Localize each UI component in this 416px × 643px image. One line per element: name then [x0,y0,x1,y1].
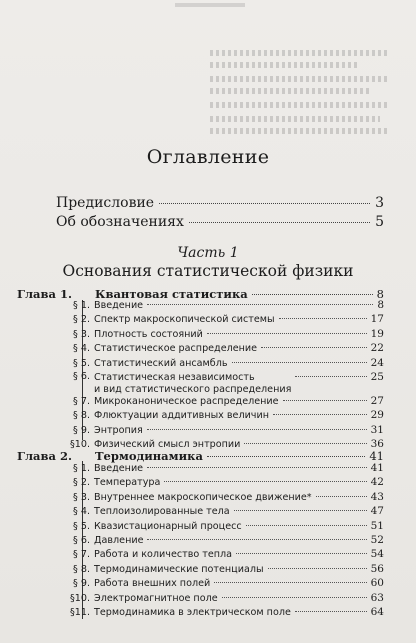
section-title: Статистическое распределение [94,343,258,355]
section-page: 17 [370,313,384,326]
section-page: 27 [370,394,384,407]
section-page: 29 [370,409,384,422]
leader-dots [244,443,366,444]
leader-dots [279,318,367,319]
section-item[interactable] [60,462,384,476]
section-number: § 7. [73,395,90,407]
section-item[interactable] [60,424,384,438]
section-page: 47 [370,505,384,518]
section-item[interactable] [60,520,384,534]
leader-dots [295,611,367,612]
chapter-page: 41 [369,449,384,463]
leader-dots [234,510,367,511]
section-title: Термодинамические потенциалы [94,563,264,575]
leader-dots [232,362,367,363]
page-title: Оглавление [146,146,270,168]
section-number: § 7. [73,549,90,561]
section-item[interactable] [60,371,384,395]
section-title: Внутреннее макроскопическое движение* [94,491,312,503]
section-item[interactable] [60,548,384,562]
section-title: Введение [94,300,144,311]
section-title: Работа внешних полей [94,578,211,590]
chapter-2-sections [60,462,384,620]
section-page: 36 [370,438,384,451]
section-title [94,372,291,396]
section-page: 22 [370,342,384,355]
leader-dots [252,294,373,295]
toc-entry-preface[interactable] [56,195,384,211]
section-number: § 5. [73,357,90,369]
section-page: 42 [370,476,384,489]
section-page: 19 [370,327,384,340]
section-page: 64 [370,605,384,618]
section-title: Флюктуации аддитивных величин [94,410,269,422]
toc-entry-page: 5 [375,214,384,230]
section-page: 41 [370,462,384,474]
section-page: 31 [370,423,384,436]
section-number: § 9. [73,424,90,436]
section-title: Температура [94,477,161,489]
section-number: § 5. [73,520,90,532]
leader-dots [236,553,367,554]
section-item[interactable] [60,342,384,356]
section-page: 24 [370,356,384,369]
section-number: § 1. [73,300,90,311]
section-item[interactable] [60,592,384,606]
section-page: 43 [370,490,384,503]
leader-dots [207,456,365,457]
section-page: 51 [370,519,384,532]
leader-dots [147,467,367,468]
section-item[interactable] [60,491,384,505]
leader-dots [273,414,367,415]
leader-dots [147,539,366,540]
section-number: § 6. [73,534,90,546]
section-title: Спектр макроскопической системы [94,314,275,326]
section-item[interactable] [60,577,384,591]
section-number: § 8. [73,410,90,422]
section-title-line-2: и вид статистического распределения [94,383,292,395]
leader-dots [268,568,367,569]
leader-dots [246,525,367,526]
toc-entry-label: Предисловие [56,195,155,211]
section-page: 54 [370,548,384,561]
chapter-number: Глава 1. [17,287,72,301]
section-title: Плотность состояний [94,328,203,340]
section-item[interactable] [60,299,384,313]
chapter-title: Термодинамика [95,449,203,463]
part-title: Основания статистической физики [62,262,354,280]
leader-dots [283,400,367,401]
section-title-line-1: Статистическая независимость [94,371,255,383]
section-number: §10. [69,439,90,451]
section-title: Квазистационарный процесс [94,520,242,532]
section-number: § 1. [73,463,90,474]
section-item[interactable] [60,534,384,548]
bleed-through-text [0,0,416,135]
section-item[interactable] [60,328,384,342]
leader-dots [214,582,366,583]
section-number: § 2. [73,477,90,489]
leader-dots [295,376,366,377]
section-title: Работа и количество тепла [94,549,233,561]
leader-dots [316,496,367,497]
section-number: § 3. [73,328,90,340]
section-item[interactable] [60,606,384,620]
section-page: 56 [370,562,384,575]
chapter-number: Глава 2. [17,449,72,463]
section-number: § 3. [73,491,90,503]
section-title: Давление [94,534,144,546]
section-number: § 6. [73,370,90,382]
section-page: 60 [370,577,384,590]
leader-dots [261,347,367,348]
section-title: Электромагнитное поле [94,592,218,604]
leader-dots [207,333,367,334]
section-item[interactable] [60,313,384,327]
toc-entry-page: 3 [375,195,384,211]
part-label: Часть 1 [177,245,239,261]
section-page: 25 [370,370,384,383]
chapter-1-sections [60,299,384,453]
leader-dots [222,597,367,598]
section-title: Физический смысл энтропии [94,439,241,451]
section-number: § 4. [73,343,90,355]
section-item[interactable] [60,476,384,490]
toc-entry-notation[interactable] [56,214,384,230]
section-title: Микроканоническое распределение [94,395,279,407]
leader-dots [147,429,367,430]
section-item[interactable] [60,505,384,519]
section-title: Введение [94,463,144,474]
section-number: § 8. [73,563,90,575]
section-number: § 9. [73,578,90,590]
section-item[interactable] [60,563,384,577]
section-number: § 4. [73,506,90,518]
section-item[interactable] [60,357,384,371]
leader-dots [164,481,366,482]
section-page: 63 [370,591,384,604]
toc-entry-label: Об обозначениях [56,214,184,230]
leader-dots [147,304,373,305]
section-page: 8 [377,299,384,311]
chapter-page: 8 [376,287,384,301]
section-page: 52 [370,533,384,546]
section-item[interactable] [60,409,384,423]
section-title: Статистический ансамбль [94,357,228,369]
section-title: Энтропия [94,424,143,436]
section-number: § 2. [73,314,90,326]
leader-dots [159,203,370,204]
section-title: Теплоизолированные тела [94,506,230,518]
section-number: §10. [69,592,90,604]
leader-dots [189,222,370,223]
chapter-2-heading[interactable] [17,449,384,463]
section-number: §11. [69,606,90,618]
section-title: Термодинамика в электрическом поле [94,606,291,618]
chapter-title: Квантовая статистика [95,287,248,301]
section-item[interactable] [60,395,384,409]
